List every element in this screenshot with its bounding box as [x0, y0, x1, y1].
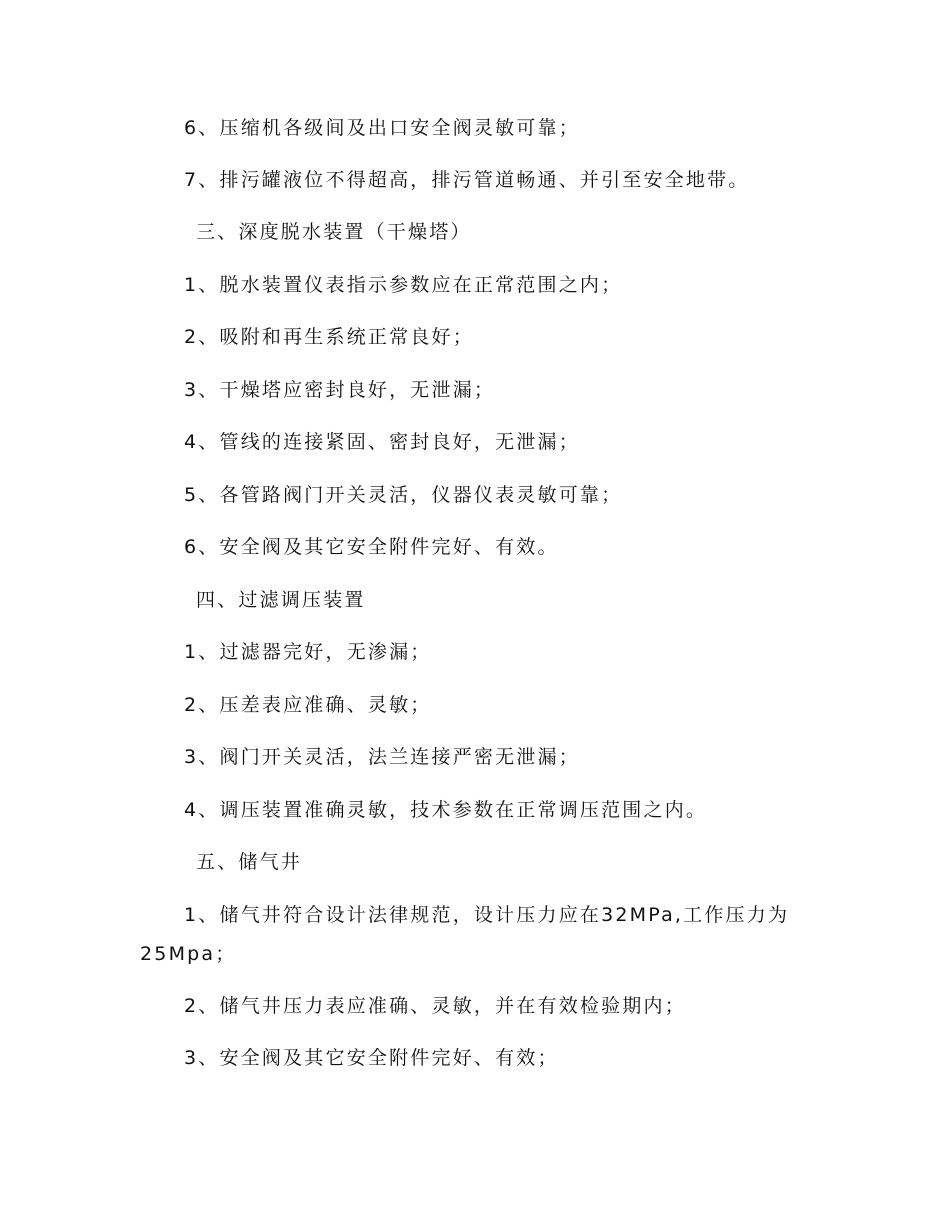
paragraph-item: 6、安全阀及其它安全附件完好、有效。: [184, 536, 559, 558]
paragraph-item: 2、储气井压力表应准确、灵敏，并在有效检验期内；: [184, 995, 686, 1017]
section-heading: 三、深度脱水装置（干燥塔）: [196, 221, 472, 243]
paragraph-item: 1、脱水装置仪表指示参数应在正常范围之内；: [184, 274, 623, 296]
paragraph-item: 4、管线的连接紧固、密封良好，无泄漏；: [184, 431, 580, 453]
paragraph-item: 5、各管路阀门开关灵活，仪器仪表灵敏可靠；: [184, 484, 623, 506]
paragraph-item: 3、阀门开关灵活，法兰连接严密无泄漏；: [184, 746, 580, 768]
paragraph-item: 1、储气井符合设计法律规范，设计压力应在32MPa,工作压力为: [184, 904, 790, 926]
section-heading: 四、过滤调压装置: [196, 589, 366, 611]
paragraph-item: 3、安全阀及其它安全附件完好、有效；: [184, 1047, 559, 1069]
paragraph-item: 2、吸附和再生系统正常良好；: [184, 326, 474, 348]
paragraph-item: 7、排污罐液位不得超高，排污管道畅通、并引至安全地带。: [184, 169, 750, 191]
section-heading: 五、储气井: [196, 851, 303, 873]
paragraph-item: 4、调压装置准确灵敏，技术参数在正常调压范围之内。: [184, 799, 708, 821]
paragraph-item: 2、压差表应准确、灵敏；: [184, 694, 432, 716]
paragraph-item: 3、干燥塔应密封良好，无泄漏；: [184, 379, 496, 401]
paragraph-item: 1、过滤器完好，无渗漏；: [184, 641, 432, 663]
paragraph-continuation: 25Mpa；: [140, 943, 237, 965]
paragraph-item: 6、压缩机各级间及出口安全阀灵敏可靠；: [184, 117, 580, 139]
